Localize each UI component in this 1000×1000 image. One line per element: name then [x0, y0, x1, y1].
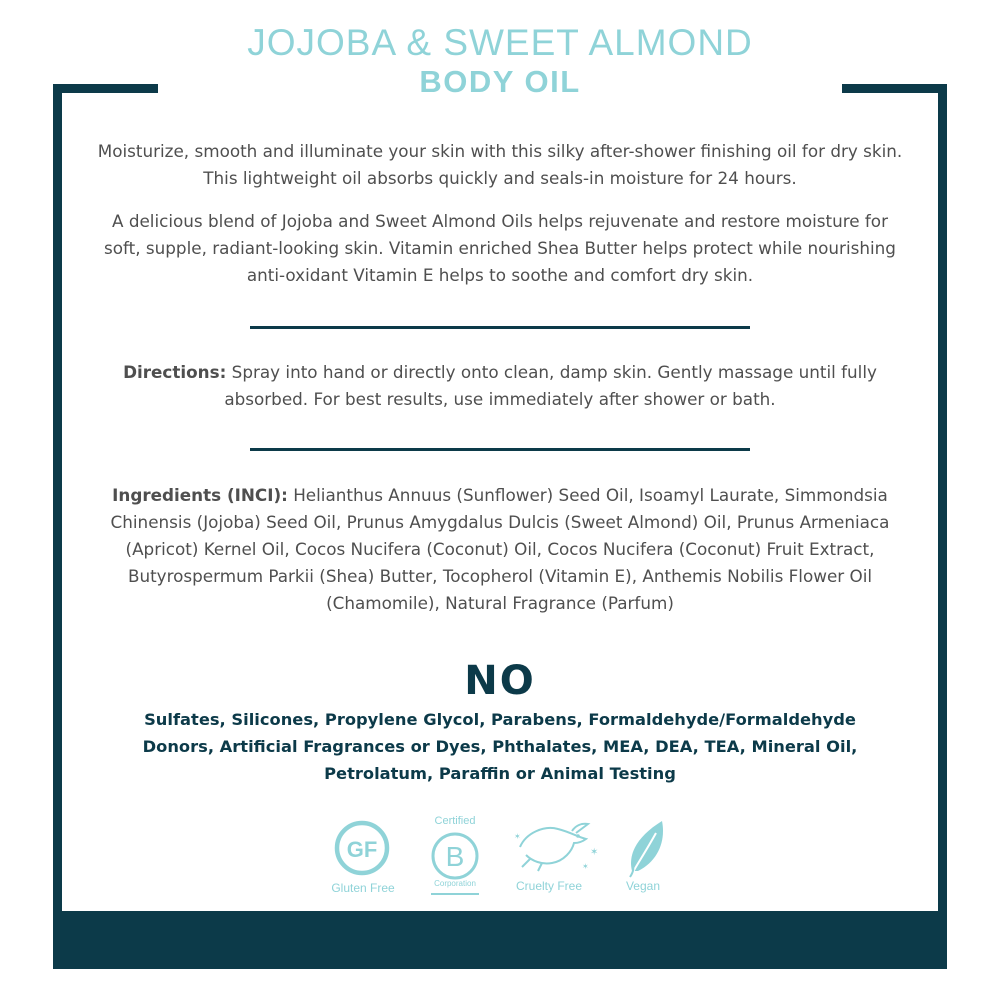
- ingredients-body: Helianthus Annuus (Sunflower) Seed Oil, Isoamyl Laurate, Simmondsia Chinensis (Jojoba) Seed Oil, Prunus Amygdalus Dulcis (Sweet Almond) Oil, Prunus Armeniaca (Apricot) Kernel Oil, Cocos Nucifera (Coconut) Oil, Cocos Nucifera (Coconut) Fruit Extract, Butyrospermum Parkii (Shea) Butter, Tocopherol (Vitamin E), Anthemis Nobilis Flower Oil (Chamomile), Natural Fragrance (Parfum): [110, 485, 890, 613]
- ingredients-text: [95, 482, 905, 617]
- divider: [250, 448, 750, 451]
- vegan-badge: [600, 815, 690, 900]
- frame-bottom-band: [53, 911, 947, 969]
- frame-top-right-bar: [842, 84, 947, 93]
- ingredients-label: Ingredients (INCI):: [112, 485, 288, 505]
- b-corp-label: Corporation: [434, 879, 476, 888]
- free-from-list: Sulfates, Silicones, Propylene Glycol, Parabens, Formaldehyde/Formaldehyde Donors, Artificial Fragrances or Dyes, Phthalates, MEA, DEA, TEA, Mineral Oil, Petrolatum, Paraffin or Animal Testing: [142, 710, 858, 783]
- frame-top-left-bar: [53, 84, 158, 93]
- svg-text:✶: ✶: [514, 832, 521, 841]
- gluten-free-mark: GF: [346, 837, 378, 862]
- gluten-free-badge: [318, 815, 408, 900]
- description-paragraph-1: Moisturize, smooth and illuminate your skin with this silky after-shower finishing oil for dry skin. This lightweight oil absorbs quickly and seals-in moisture for 24 hours.: [97, 141, 903, 188]
- svg-text:✶: ✶: [590, 847, 599, 858]
- b-corp-badge: [410, 815, 500, 900]
- directions-text: [95, 359, 905, 413]
- directions-label: Directions:: [123, 362, 227, 382]
- cruelty-free-label: Cruelty Free: [515, 879, 583, 893]
- cruelty-free-badge: [512, 815, 602, 900]
- frame-left-bar: [53, 84, 62, 914]
- free-from-heading: NO: [464, 658, 536, 704]
- directions-body: Spray into hand or directly onto clean, damp skin. Gently massage until fully absorbed. For best results, use immediately after shower or bath.: [224, 362, 877, 409]
- product-subtitle: BODY OIL: [419, 64, 581, 99]
- product-title: JOJOBA & SWEET ALMOND: [247, 22, 753, 63]
- gluten-free-label: Gluten Free: [331, 881, 395, 895]
- vegan-label: Vegan: [625, 879, 661, 893]
- description-paragraph-2: A delicious blend of Jojoba and Sweet Almond Oils helps rejuvenate and restore moisture for soft, supple, radiant-looking skin. Vitamin enriched Shea Butter helps protect while nourishing anti-oxidant Vitamin E helps to soothe and comfort dry skin.: [104, 211, 896, 285]
- b-corp-top-label: Certified: [434, 815, 476, 827]
- b-corp-mark: B: [445, 841, 465, 872]
- frame-right-bar: [938, 84, 947, 914]
- divider: [250, 326, 750, 329]
- svg-text:✶: ✶: [582, 862, 589, 871]
